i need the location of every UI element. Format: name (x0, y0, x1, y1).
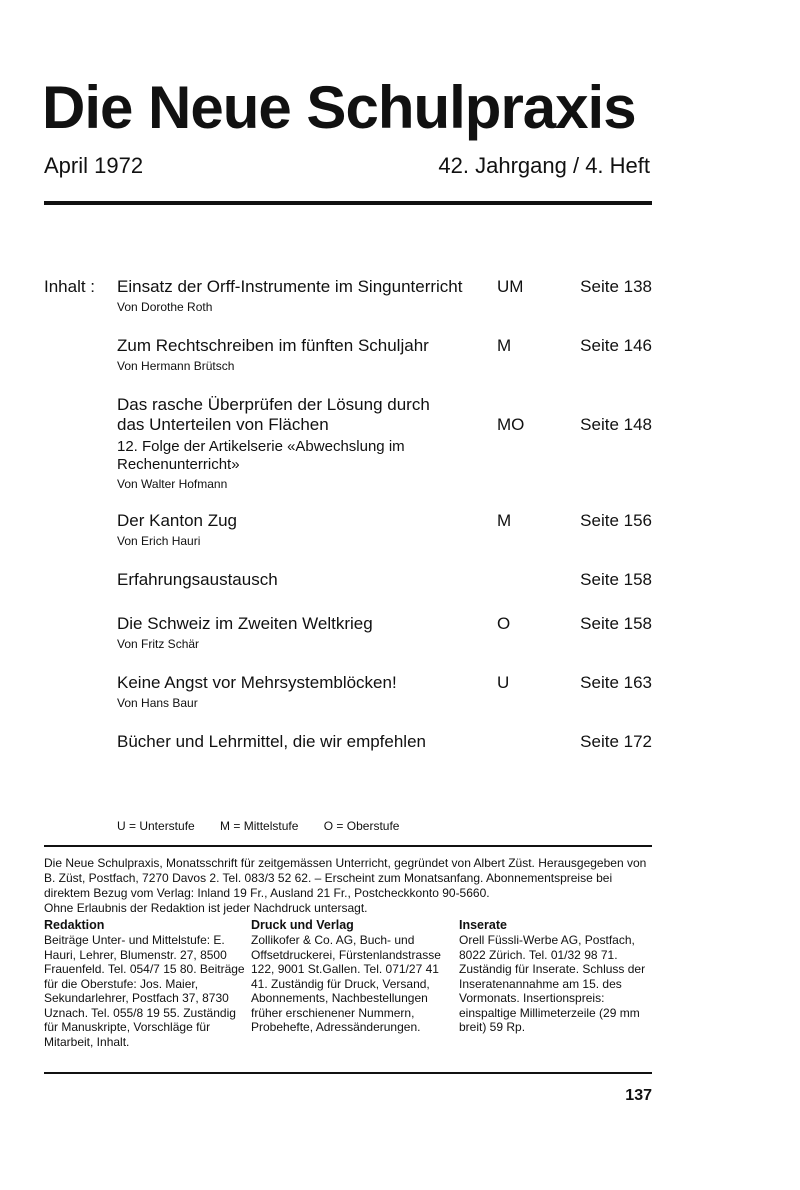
legend-unterstufe: U = Unterstufe (117, 819, 195, 833)
impressum-lead (44, 856, 654, 916)
impressum-permission: Ohne Erlaubnis der Redaktion ist jeder Nachdruck untersagt. (44, 901, 368, 915)
toc-entry-level: M (497, 336, 512, 355)
toc-entry-title: Der Kanton Zug (117, 511, 238, 530)
toc-entry-title: Zum Rechtschreiben im fünften Schuljahr (117, 336, 429, 355)
toc-entry (117, 511, 652, 549)
toc-entry-level: UM (497, 277, 524, 296)
druck-heading: Druck und Verlag (251, 918, 354, 932)
toc-entry-page: Seite 146 (580, 336, 652, 355)
toc-entry-author: Von Dorothe Roth (117, 300, 213, 314)
footer-divider (44, 1072, 652, 1074)
toc-entry-title: Bücher und Lehrmittel, die wir empfehlen (117, 732, 426, 751)
toc-entry-author: Von Erich Hauri (117, 534, 201, 548)
toc-entry-page: Seite 163 (580, 673, 652, 692)
toc-entry (117, 570, 652, 590)
toc-entry (117, 732, 652, 752)
toc-entry-level: M (497, 511, 512, 530)
toc-entry (117, 336, 652, 374)
toc-entry-title: Keine Angst vor Mehrsystemblöcken! (117, 673, 397, 692)
toc-entry-page: Seite 148 (580, 415, 652, 434)
toc-entry-title: Das rasche Überprüfen der Lösung durch das Unterteilen von Flächen (117, 395, 430, 434)
toc-entry-level: O (497, 614, 511, 633)
toc-entry-page: Seite 156 (580, 511, 652, 530)
redaktion-heading: Redaktion (44, 918, 105, 932)
toc-entry-level: U (497, 673, 510, 692)
redaktion-text: Beiträge Unter- und Mittelstufe: E. Hauri, Lehrer, Blumenstr. 27, 8500 Frauenfeld. Tel. 054/7 15 80. Beiträge für die Oberstufe: Jos. Maier, Sekundarlehrer, Postfach 37, 8730 Uznach. Tel. 055/8 19 55. Zuständig für Manuskripte, Vorschläge für Mitarbeit, Inhalt. (44, 933, 245, 1049)
page-number: 137 (625, 1087, 652, 1104)
header-divider (44, 201, 652, 205)
inserate-text: Orell Füssli-Werbe AG, Postfach, 8022 Zürich. Tel. 01/32 98 71. Zuständig für Inserate. Schluss der Inseratenannahme am 15. des Vormonats. Insertionspreis: einspaltige Millimeterzeile (29 mm breit) 59 Rp. (459, 933, 646, 1034)
legend-mittelstufe: M = Mittelstufe (220, 819, 299, 833)
masthead-title: Die Neue Schulpraxis (42, 74, 636, 141)
toc-entry-author: Von Walter Hofmann (117, 477, 228, 491)
toc-entry (117, 614, 652, 652)
legend-oberstufe: O = Oberstufe (323, 819, 400, 833)
toc-entry (117, 277, 652, 315)
toc-entry-title: Die Schweiz im Zweiten Weltkrieg (117, 614, 373, 633)
issue-volume: 42. Jahrgang / 4. Heft (438, 153, 650, 178)
druck-column (251, 918, 451, 1035)
toc-entry-page: Seite 158 (580, 614, 652, 633)
druck-text: Zollikofer & Co. AG, Buch- und Offsetdruckerei, Fürstenlandstrasse 122, 9001 St.Gallen. Tel. 071/27 41 41. Zuständig für Druck, Versand, Abonnements, Nachbestellungen früher erschienener Nummern, Probehefte, Adressänderungen. (251, 933, 441, 1034)
toc-label: Inhalt : (44, 277, 96, 296)
redaktion-column (44, 918, 249, 1049)
inserate-heading: Inserate (459, 918, 507, 932)
toc-entry (117, 395, 652, 492)
toc-entry-note: 12. Folge der Artikelserie «Abwechslung im Rechenunterricht» (117, 438, 405, 473)
toc-entry-title: Erfahrungsaustausch (117, 570, 278, 589)
toc-entry-page: Seite 138 (580, 277, 652, 296)
level-legend (117, 819, 421, 833)
legend-divider (44, 845, 652, 847)
toc-entry-author: Von Hans Baur (117, 696, 198, 710)
toc-entry-author: Von Hermann Brütsch (117, 359, 235, 373)
toc-entry-title: Einsatz der Orff-Instrumente im Singunterricht (117, 277, 463, 296)
impressum-publisher: Die Neue Schulpraxis, Monatsschrift für zeitgemässen Unterricht, gegründet von Albert Züst. Herausgegeben von B. Züst, Postfach, 7270 Davos 2. Tel. 083/3 52 62. – Erscheint zum Monatsanfang. Abonnementspreise bei direktem Bezug vom Verlag: Inland 19 Fr., Ausland 21 Fr., Postcheckkonto 90-5660. (44, 856, 647, 900)
toc-entry (117, 673, 652, 711)
inserate-column (459, 918, 659, 1035)
toc-entry-page: Seite 158 (580, 570, 652, 589)
toc-entry-page: Seite 172 (580, 732, 652, 751)
toc-entry-level: MO (497, 415, 525, 434)
toc-entry-author: Von Fritz Schär (117, 637, 200, 651)
issue-date: April 1972 (44, 153, 144, 178)
